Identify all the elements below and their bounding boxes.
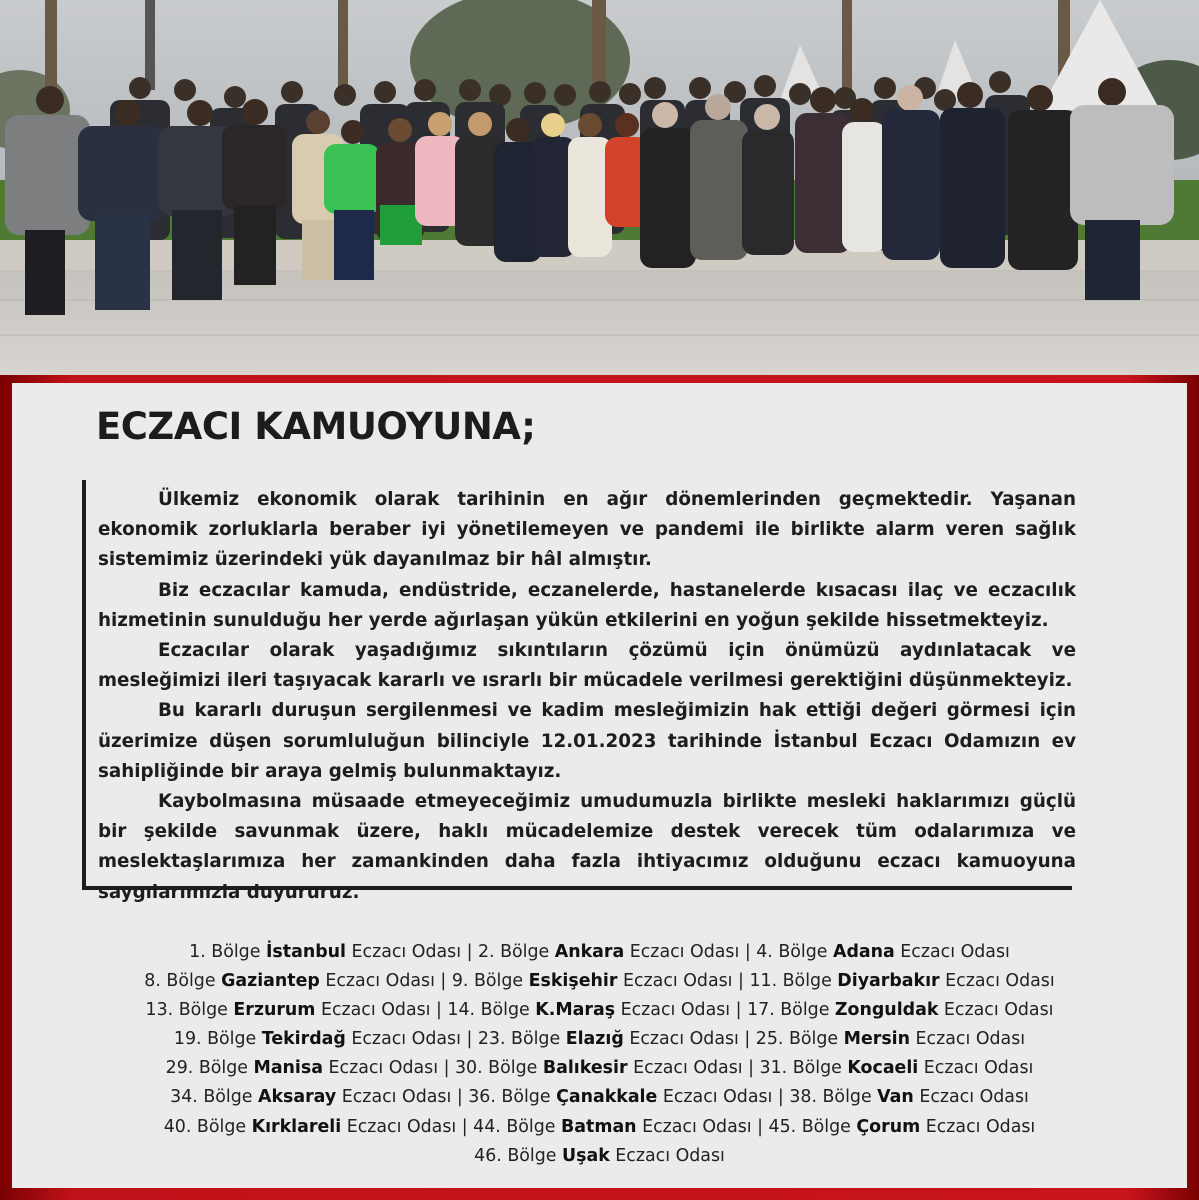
chamber-city: Tekirdağ bbox=[261, 1029, 346, 1050]
chamber-region: 4. Bölge bbox=[756, 942, 834, 962]
statement-paragraph: Biz eczacılar kamuda, endüstride, eczanelerde, hastanelerde kısacası ilaç ve eczacılık hizmetinin sunulduğu her yerde ağırlaşan yükün etkilerini en yoğun şekilde hissetmekteyiz. bbox=[98, 579, 1076, 631]
chamber-suffix: Eczacı Odası bbox=[609, 1145, 725, 1166]
separator: | bbox=[430, 1000, 448, 1021]
chamber-region: 14. Bölge bbox=[447, 1000, 536, 1021]
chamber-entry bbox=[166, 1058, 438, 1078]
chamber-region: 23. Bölge bbox=[477, 1029, 566, 1050]
separator: | bbox=[772, 1087, 790, 1108]
separator: | bbox=[434, 971, 452, 992]
chamber-city: Elazığ bbox=[565, 1029, 624, 1050]
chamber-suffix: Eczacı Odası bbox=[341, 1116, 457, 1137]
chamber-region: 45. Bölge bbox=[768, 1116, 857, 1137]
chamber-city: Eskişehir bbox=[528, 971, 618, 992]
chamber-suffix: Eczacı Odası bbox=[894, 942, 1010, 962]
chamber-region: 8. Bölge bbox=[144, 971, 222, 992]
chamber-entry bbox=[769, 1117, 1036, 1137]
chamber-entry bbox=[144, 971, 435, 991]
chamber-region: 44. Bölge bbox=[473, 1116, 562, 1137]
chamber-suffix: Eczacı Odası bbox=[939, 971, 1055, 992]
chamber-suffix: Eczacı Odası bbox=[319, 971, 435, 992]
chamber-line bbox=[12, 1083, 1187, 1112]
chamber-entry bbox=[468, 1087, 772, 1107]
chamber-city: Kırklareli bbox=[251, 1116, 342, 1137]
chamber-suffix: Eczacı Odası bbox=[657, 1087, 773, 1108]
chamber-city: Balıkesir bbox=[542, 1058, 628, 1079]
chamber-line bbox=[12, 1054, 1187, 1083]
chamber-city: Mersin bbox=[843, 1029, 911, 1050]
chamber-region: 34. Bölge bbox=[170, 1087, 258, 1108]
chamber-entry bbox=[189, 942, 461, 962]
chamber-suffix: Eczacı Odası bbox=[918, 1058, 1034, 1079]
chamber-line bbox=[12, 967, 1187, 996]
chamber-suffix: Eczacı Odası bbox=[910, 1029, 1026, 1050]
chamber-region: 36. Bölge bbox=[468, 1087, 557, 1108]
chamber-region: 31. Bölge bbox=[759, 1058, 848, 1079]
chamber-suffix: Eczacı Odası bbox=[617, 971, 733, 992]
chamber-line bbox=[12, 1025, 1187, 1054]
chamber-entry bbox=[756, 1029, 1025, 1049]
chamber-suffix: Eczacı Odası bbox=[336, 1087, 452, 1108]
chamber-entry bbox=[452, 971, 733, 991]
statement-paragraph: Bu kararlı duruşun sergilenmesi ve kadim mesleğimizin hak ettiği değeri görmesi için üzerimize düşen sorumluluğun bilinciyle 12.01.2023 tarihinde İstanbul Eczacı Odamızın ev sahipliğinde bir araya gelmiş bulunmaktayız. bbox=[98, 700, 1076, 782]
chamber-suffix: Eczacı Odası bbox=[315, 1000, 431, 1021]
signatory-chambers-list bbox=[12, 938, 1187, 1171]
separator: | bbox=[461, 942, 478, 962]
chamber-line bbox=[12, 996, 1187, 1025]
chamber-city: Adana bbox=[833, 942, 895, 962]
separator: | bbox=[751, 1116, 769, 1137]
separator: | bbox=[451, 1087, 469, 1108]
chamber-entry bbox=[146, 1000, 431, 1020]
chamber-entry bbox=[478, 1029, 739, 1049]
chamber-city: Manisa bbox=[253, 1058, 323, 1079]
chamber-city: Batman bbox=[561, 1116, 637, 1137]
statement-paragraph: Eczacılar olarak yaşadığımız sıkıntıların çözümü için önümüzü aydınlatacak ve mesleğimizi ileri taşıyacak kararlı ve ısrarlı bir mücadele verilmesi gerektiğini düşünmekteyiz. bbox=[98, 640, 1076, 692]
group-photo bbox=[0, 0, 1199, 375]
chamber-city: Gaziantep bbox=[221, 971, 320, 992]
chamber-suffix: Eczacı Odası bbox=[627, 1058, 743, 1079]
chamber-region: 17. Bölge bbox=[747, 1000, 835, 1021]
chamber-city: Zonguldak bbox=[834, 1000, 939, 1021]
chamber-city: İstanbul bbox=[265, 942, 346, 962]
separator: | bbox=[732, 971, 750, 992]
chamber-city: Aksaray bbox=[258, 1087, 337, 1108]
chamber-city: Ankara bbox=[554, 942, 625, 962]
chamber-region: 25. Bölge bbox=[755, 1029, 844, 1050]
chamber-city: Çorum bbox=[856, 1116, 921, 1137]
chamber-suffix: Eczacı Odası bbox=[623, 1029, 739, 1050]
chamber-suffix: Eczacı Odası bbox=[615, 1000, 731, 1021]
chamber-entry bbox=[749, 971, 1054, 991]
chamber-line bbox=[12, 938, 1187, 967]
chamber-city: Erzurum bbox=[233, 1000, 316, 1021]
separator: | bbox=[438, 1058, 455, 1079]
chamber-entry bbox=[447, 1000, 730, 1020]
chamber-city: K.Maraş bbox=[535, 1000, 616, 1021]
chamber-suffix: Eczacı Odası bbox=[624, 942, 740, 962]
chamber-entry bbox=[164, 1117, 457, 1137]
chamber-region: 40. Bölge bbox=[163, 1116, 252, 1137]
chamber-region: 1. Bölge bbox=[189, 942, 266, 962]
chamber-city: Diyarbakır bbox=[837, 971, 940, 992]
chamber-suffix: Eczacı Odası bbox=[636, 1116, 752, 1137]
chamber-entry bbox=[478, 942, 739, 962]
statement-paragraph: Kaybolmasına müsaade etmeyeceğimiz umudumuzla birlikte mesleki haklarımızı güçlü bir şekilde savunmak üzere, haklı mücadelemize destek verecek tüm odalarımıza ve meslektaşlarımıza her zamankinden daha fazla ihtiyacımız olduğunu eczacı kamuoyuna saygılarımızla duyururuz. bbox=[98, 791, 1076, 903]
chamber-region: 30. Bölge bbox=[454, 1058, 543, 1079]
chamber-entry bbox=[756, 942, 1010, 962]
chamber-line bbox=[12, 1142, 1187, 1171]
chamber-entry bbox=[747, 1000, 1053, 1020]
chamber-suffix: Eczacı Odası bbox=[345, 1029, 461, 1050]
chamber-entry bbox=[174, 1029, 461, 1049]
chamber-line bbox=[12, 1113, 1187, 1142]
chamber-region: 29. Bölge bbox=[165, 1058, 254, 1079]
statement-paragraph: Ülkemiz ekonomik olarak tarihinin en ağır dönemlerinden geçmektedir. Yaşanan ekonomik zorluklarla beraber iyi yönetilemeyen ve pandemi ile birlikte alarm veren sağlık sistemimiz üzerindeki yük dayanılmaz bir hâl almıştır. bbox=[98, 489, 1076, 571]
separator: | bbox=[742, 1058, 760, 1079]
chamber-region: 46. Bölge bbox=[474, 1145, 562, 1166]
chamber-region: 13. Bölge bbox=[145, 1000, 234, 1021]
statement-title: ECZACI KAMUOYUNA; bbox=[96, 405, 536, 448]
separator: | bbox=[739, 942, 757, 962]
chamber-region: 9. Bölge bbox=[451, 971, 529, 992]
chamber-entry bbox=[474, 1146, 725, 1166]
chamber-entry bbox=[789, 1087, 1029, 1107]
statement-body bbox=[82, 480, 1076, 903]
chamber-city: Uşak bbox=[562, 1145, 610, 1166]
separator: | bbox=[738, 1029, 756, 1050]
chamber-suffix: Eczacı Odası bbox=[920, 1116, 1036, 1137]
statement-panel bbox=[12, 383, 1187, 1188]
chamber-entry bbox=[455, 1058, 743, 1078]
chamber-entry bbox=[170, 1087, 451, 1107]
chamber-region: 2. Bölge bbox=[477, 942, 555, 962]
chamber-city: Çanakkale bbox=[556, 1087, 658, 1108]
chamber-region: 11. Bölge bbox=[749, 971, 838, 992]
chamber-suffix: Eczacı Odası bbox=[938, 1000, 1054, 1021]
chamber-suffix: Eczacı Odası bbox=[323, 1058, 439, 1079]
chamber-suffix: Eczacı Odası bbox=[346, 942, 462, 962]
chamber-entry bbox=[473, 1117, 751, 1137]
chamber-city: Van bbox=[877, 1087, 914, 1108]
red-frame bbox=[0, 375, 1199, 1200]
chamber-region: 19. Bölge bbox=[173, 1029, 262, 1050]
chamber-suffix: Eczacı Odası bbox=[913, 1087, 1029, 1108]
separator: | bbox=[456, 1116, 474, 1137]
separator: | bbox=[460, 1029, 478, 1050]
chamber-region: 38. Bölge bbox=[789, 1087, 878, 1108]
separator: | bbox=[730, 1000, 748, 1021]
chamber-entry bbox=[760, 1058, 1034, 1078]
chamber-city: Kocaeli bbox=[847, 1058, 919, 1079]
